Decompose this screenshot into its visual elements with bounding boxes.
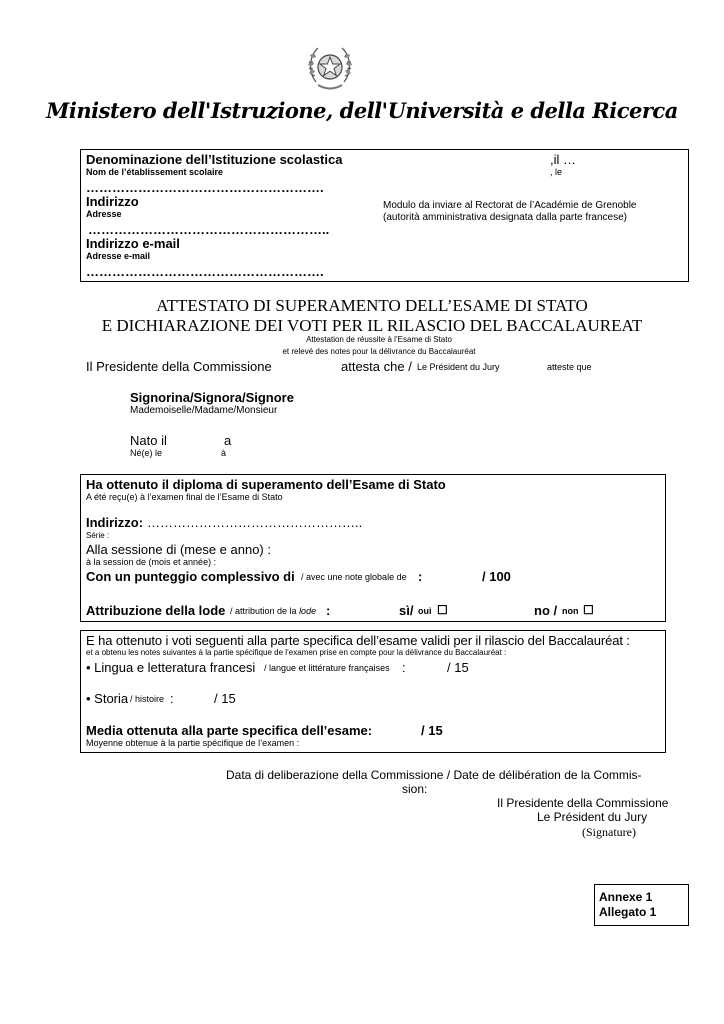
score-label-fr: / avec une note globale de xyxy=(301,572,407,582)
score-max: / 100 xyxy=(482,569,511,584)
president-signature-label-fr: Le Président du Jury xyxy=(537,810,648,824)
lingua-colon: : xyxy=(402,660,406,675)
school-name-dots: ………………………………………………. xyxy=(86,180,324,195)
president-label-fr: Le Président du Jury xyxy=(417,362,500,372)
president-signature-label: Il Presidente della Commissione xyxy=(497,796,669,810)
lode-no-checkbox[interactable]: ☐ xyxy=(583,603,594,617)
media-label: Media ottenuta alla parte specifica dell’esame: xyxy=(86,723,373,738)
born-label-fr: Né(e) le xyxy=(130,448,163,458)
person-title-label-fr: Mademoiselle/Madame/Monsieur xyxy=(130,405,278,416)
document-subtitle-line1: Attestation de réussite à l’Esame di Stato xyxy=(306,335,452,344)
storia-max: / 15 xyxy=(214,691,236,706)
storia-label-fr: / histoire xyxy=(130,694,165,704)
email-label: Indirizzo e-mail xyxy=(86,236,180,251)
storia-colon: : xyxy=(170,691,174,706)
diploma-heading: Ha ottenuto il diploma di superamento dell’Esame di Stato xyxy=(86,477,446,492)
address-label: Indirizzo xyxy=(86,194,139,209)
media-label-fr: Moyenne obtenue à la partie spécifique de l’examen : xyxy=(86,738,300,748)
born-place-label: a xyxy=(224,433,232,448)
indirizzo-dots: ………………………………………….. xyxy=(147,515,363,530)
lode-label: Attribuzione della lode xyxy=(86,603,226,618)
lode-no-label: no / xyxy=(534,603,558,618)
school-name-label-fr: Nom de l’établissement scolaire xyxy=(86,167,224,177)
atteste-label-fr: atteste que xyxy=(547,362,592,372)
lingua-label: • Lingua e letteratura francesi xyxy=(86,660,256,675)
indirizzo-label: Indirizzo: xyxy=(86,515,144,530)
deliberation-date-line1: Data di deliberazione della Commissione / Date de délibération de la Commis- xyxy=(226,768,642,782)
media-max: / 15 xyxy=(421,723,443,738)
lingua-label-fr: / langue et littérature françaises xyxy=(264,663,390,673)
ministry-title: Ministero dell'Istruzione, dell'Università e della Ricerca xyxy=(46,98,678,123)
storia-label: • Storia xyxy=(86,691,129,706)
address-dots: ……………………………………………….. xyxy=(88,222,330,237)
born-label: Nato il xyxy=(130,433,167,448)
email-dots: ………………………………………………. xyxy=(86,264,324,279)
send-note-line2: (autorità amministrativa designata dalla parte francese) xyxy=(383,212,628,223)
date-label: ,il … xyxy=(550,152,576,167)
republic-emblem xyxy=(306,42,354,94)
attesta-label: attesta che / xyxy=(341,359,412,374)
deliberation-date-line2: sion: xyxy=(402,782,428,796)
school-name-label: Denominazione dell’Istituzione scolastica xyxy=(86,152,343,167)
lode-yes-checkbox[interactable]: ☐ xyxy=(437,603,448,617)
email-label-fr: Adresse e-mail xyxy=(86,251,151,261)
lode-label-fr xyxy=(230,606,316,616)
lode-yes-label: sì/ xyxy=(399,603,414,618)
address-label-fr: Adresse xyxy=(86,209,122,219)
document-title-line2: E DICHIARAZIONE DEI VOTI PER IL RILASCIO DEL BACCALAUREAT xyxy=(101,316,643,335)
send-note-line1: Modulo da inviare al Rectorat de l’Académie de Grenoble xyxy=(383,200,637,211)
lingua-max: / 15 xyxy=(447,660,469,675)
lode-colon: : xyxy=(326,603,331,618)
president-label: Il Presidente della Commissione xyxy=(86,359,272,374)
allegato-label: Allegato 1 xyxy=(599,905,657,919)
session-label: Alla sessione di (mese e anno) : xyxy=(86,542,271,557)
date-label-fr: , le xyxy=(550,167,563,177)
diploma-heading-fr: A été reçu(e) à l’examen final de l’Esame di Stato xyxy=(86,492,283,502)
lode-label-fr-pre: / attribution de la xyxy=(230,606,297,616)
grades-heading-fr: et a obtenu les notes suivantes à la partie spécifique de l’examen prise en compte pour la délivrance du Baccalauréat : xyxy=(86,648,507,657)
signature-label: (Signature) xyxy=(582,825,636,839)
born-place-label-fr: à xyxy=(221,448,227,458)
lode-label-fr-word: lode xyxy=(299,606,317,616)
person-title-label: Signorina/Signora/Signore xyxy=(130,390,294,405)
serie-label: Série : xyxy=(86,531,110,540)
document-subtitle-line2: et relevé des notes pour la délivrance du Baccalauréat xyxy=(282,347,476,356)
score-label: Con un punteggio complessivo di xyxy=(86,569,295,584)
score-colon: : xyxy=(418,569,423,584)
annex-label: Annexe 1 xyxy=(599,890,653,904)
grades-heading: E ha ottenuto i voti seguenti alla parte specifica dell’esame validi per il rilascio del Baccalauréat : xyxy=(86,633,630,648)
lode-yes-label-fr: oui xyxy=(418,606,432,616)
session-label-fr: à la session de (mois et année) : xyxy=(86,557,217,567)
document-title-line1: ATTESTATO DI SUPERAMENTO DELL’ESAME DI STATO xyxy=(156,296,588,315)
lode-no-label-fr: non xyxy=(562,606,579,616)
